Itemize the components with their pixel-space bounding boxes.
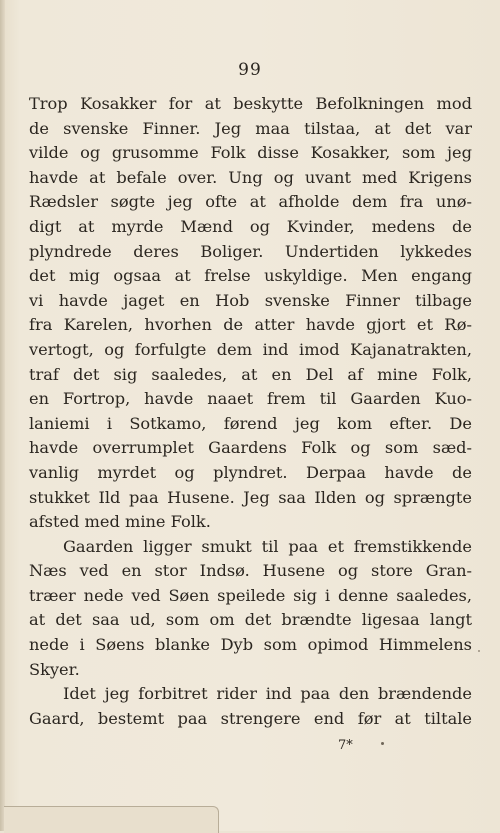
text-line: Næs ved en stor Indsø. Husene og store Gran- <box>29 561 472 581</box>
text-line: havde at befale over. Ung og uvant med Krigens <box>29 167 472 187</box>
body-text <box>29 92 472 731</box>
text-line: digt at myrde Mænd og Kvinder, medens de <box>29 216 472 236</box>
signature-mark: 7* <box>338 738 353 753</box>
text-line: vertogt, og forfulgte dem ind imod Kajanatrakten, <box>29 339 472 359</box>
paper-strip <box>4 806 219 833</box>
text-line: laniemi i Sotkamo, førend jeg kom efter. De <box>29 413 472 433</box>
text-line: Rædsler søgte jeg ofte at afholde dem fra unø- <box>29 192 472 212</box>
print-speck <box>478 650 480 652</box>
page-spine-edge <box>0 0 5 831</box>
text-line: plyndrede deres Boliger. Undertiden lykkedes <box>29 241 472 261</box>
text-line: Gaard, bestemt paa strengere end før at tiltale <box>29 708 472 728</box>
text-line: at det saa ud, som om det brændte ligesaa langt <box>29 610 472 630</box>
text-line: traf det sig saaledes, at en Del af mine Folk, <box>29 364 472 384</box>
text-line: Idet jeg forbitret rider ind paa den brændende <box>63 684 472 704</box>
text-line: fra Karelen, hvorhen de atter havde gjort et Rø- <box>29 315 472 335</box>
print-speck <box>381 742 384 745</box>
text-line: afsted med mine Folk. <box>29 512 211 532</box>
text-line: Skyer. <box>29 659 80 679</box>
text-line: de svenske Finner. Jeg maa tilstaa, at det var <box>29 118 472 138</box>
text-line: træer nede ved Søen speilede sig i denne saaledes, <box>29 585 472 605</box>
text-line: Gaarden ligger smukt til paa et fremstikkende <box>63 536 472 556</box>
page-number: 99 <box>238 60 262 80</box>
text-line: Trop Kosakker for at beskytte Befolkningen mod <box>29 94 472 113</box>
text-line: vanlig myrdet og plyndret. Derpaa havde de <box>29 462 472 482</box>
text-line: havde overrumplet Gaardens Folk og som sæd- <box>29 438 472 458</box>
text-line: en Fortrop, havde naaet frem til Gaarden Kuo- <box>29 389 472 409</box>
text-line: stukket Ild paa Husene. Jeg saa Ilden og sprængte <box>29 487 472 507</box>
text-line: vilde og grusomme Folk disse Kosakker, som jeg <box>29 143 472 163</box>
text-line: vi havde jaget en Hob svenske Finner tilbage <box>29 290 472 310</box>
text-line: nede i Søens blanke Dyb som opimod Himmelens <box>29 635 472 655</box>
text-line: det mig ogsaa at frelse uskyldige. Men engang <box>29 266 472 286</box>
